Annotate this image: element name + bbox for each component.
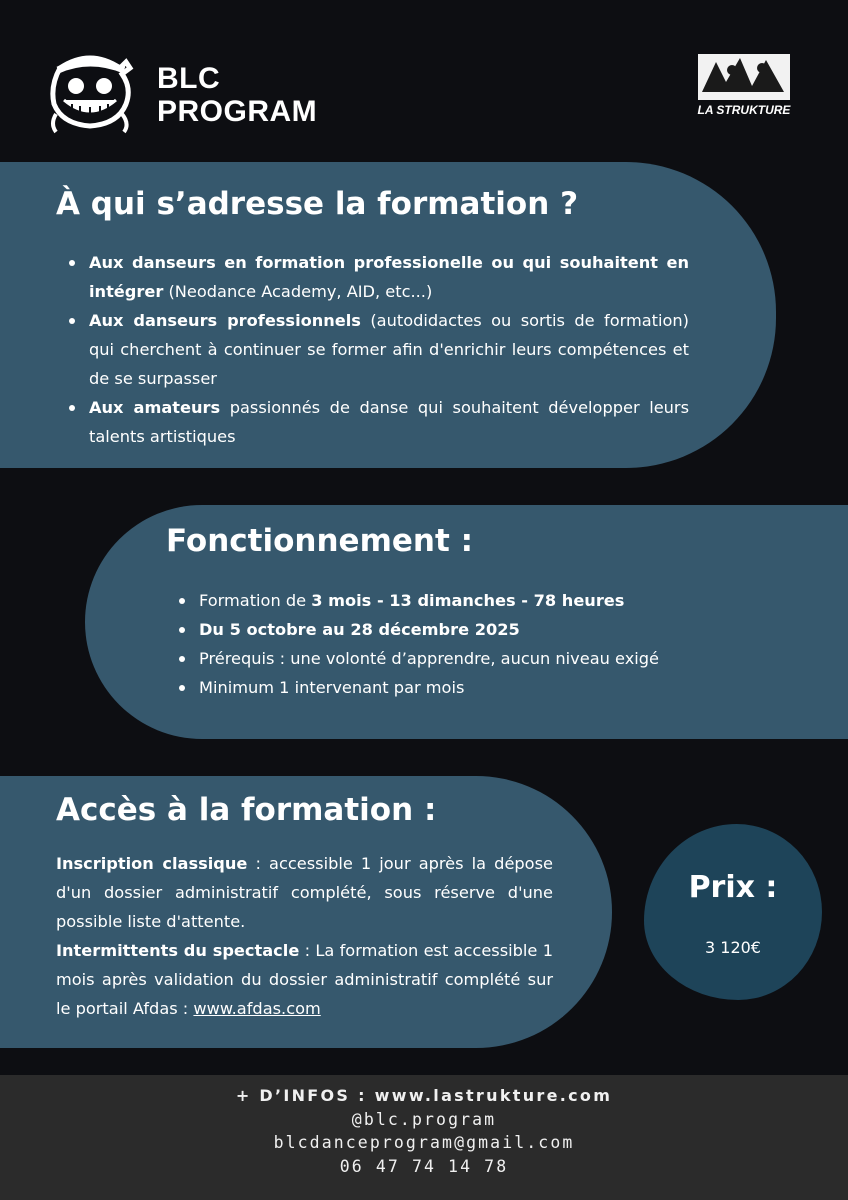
fonctionnement-list [166,586,726,702]
list-item: Aux danseurs professionnels (autodidactes ou sortis de formation) qui cherchent à continuer se former afin d'enrichir leurs compétences et de se surpasser [56,306,689,393]
fonctionnement-title: Fonctionnement : [166,523,473,559]
header [0,0,848,150]
price-blob [644,824,822,1000]
brand-line-1: BLC [157,62,221,95]
footer-instagram[interactable]: @blc.program [351,1109,497,1129]
fonctionnement-panel [85,505,848,739]
list-item: Aux amateurs passionnés de danse qui souhaitent développer leurs talents artistiques [56,393,689,451]
list-item: Prérequis : une volonté d’apprendre, aucun niveau exigé [166,644,726,673]
list-item: Aux danseurs en formation professionelle ou qui souhaitent en intégrer (Neodance Academy, AID, etc...) [56,248,689,306]
intermittent-paragraph: Intermittents du spectacle : La formation est accessible 1 mois après validation du dossier administratif complété sur le portail Afdas : www.afdas.com [56,941,553,1018]
skull-logo-icon [46,48,134,136]
audience-panel [0,162,776,468]
classic-paragraph: Inscription classique : accessible 1 jour après la dépose d'un dossier administratif complété, sous réserve d'une possible liste d'attente. [56,854,553,931]
acces-panel [0,776,612,1048]
list-item: Minimum 1 intervenant par mois [166,673,726,702]
footer-phone[interactable]: 06 47 74 14 78 [339,1156,509,1176]
list-item: Formation de 3 mois - 13 dimanches - 78 heures [166,586,726,615]
acces-body [56,849,553,1023]
footer [0,1075,848,1200]
list-item: Du 5 octobre au 28 décembre 2025 [166,615,726,644]
price-title: Prix : [688,870,778,905]
audience-list [56,248,689,451]
partner-logo-text: LA STRUKTURE [697,103,791,117]
audience-title: À qui s’adresse la formation ? [56,186,579,222]
brand-line-2: PROGRAM [157,95,318,128]
footer-email[interactable]: blcdanceprogram@gmail.com [273,1133,575,1152]
afdas-link[interactable]: www.afdas.com [193,999,321,1018]
price-value: 3 120€ [705,938,761,957]
la-strukture-logo [696,52,792,120]
acces-title: Accès à la formation : [56,792,437,828]
footer-info[interactable]: + D’INFOS : www.lastrukture.com [235,1086,613,1105]
brand-name [157,62,317,128]
